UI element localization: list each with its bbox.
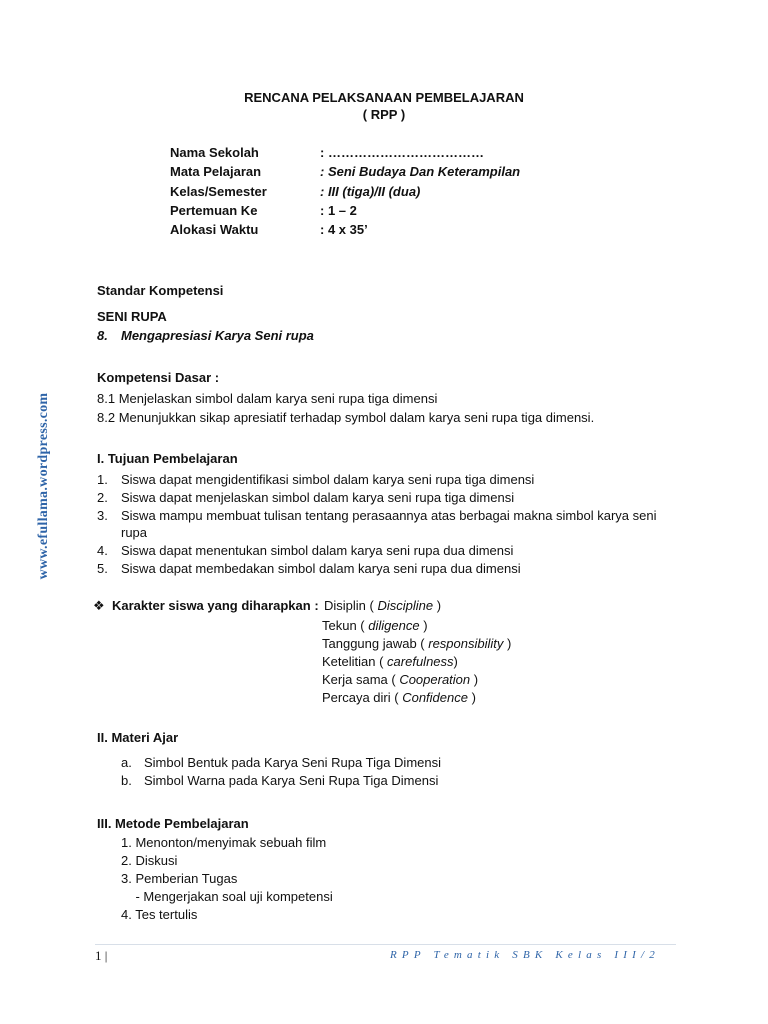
metode-item: - Mengerjakan soal uji kompetensi: [121, 889, 333, 904]
karakter-item-close: ): [503, 636, 512, 651]
karakter-item-term: Cooperation: [399, 672, 471, 687]
karakter-item-name: Tanggung jawab (: [322, 636, 429, 651]
karakter-item: [322, 636, 511, 651]
standar-item-text: Mengapresiasi Karya Seni rupa: [121, 328, 314, 343]
metode-item: 1. Menonton/menyimak sebuah film: [121, 835, 327, 850]
karakter-item-term: Discipline: [377, 598, 434, 613]
metode-item: 4. Tes tertulis: [121, 907, 198, 922]
watermark-url: www.efullama.wordpress.com: [36, 392, 51, 580]
metode-item: 3. Pemberian Tugas: [121, 871, 238, 886]
document-title: RENCANA PELAKSANAAN PEMBELAJARAN: [244, 90, 524, 105]
materi-item-text: Simbol Bentuk pada Karya Seni Rupa Tiga Dimensi: [144, 755, 441, 770]
standar-field: SENI RUPA: [97, 309, 167, 324]
document-subtitle: ( RPP ): [362, 107, 406, 122]
karakter-item-close: ): [467, 690, 476, 705]
standar-heading: Standar Kompetensi: [97, 283, 224, 298]
identity-label-meeting: Pertemuan Ke: [170, 203, 258, 218]
tujuan-item-text: Siswa dapat mengidentifikasi simbol dalam karya seni rupa tiga dimensi: [121, 472, 535, 487]
tujuan-item-text: Siswa dapat menjelaskan simbol dalam karya seni rupa tiga dimensi: [121, 490, 515, 505]
karakter-item-name: Kerja sama (: [322, 672, 400, 687]
tujuan-item-text: Siswa mampu membuat tulisan tentang perasaannya atas berbagai makna simbol karya seni: [121, 508, 657, 523]
identity-label-class: Kelas/Semester: [170, 184, 267, 199]
kompetensi-item: [97, 410, 594, 425]
karakter-bullet-icon: ❖: [93, 598, 105, 613]
identity-value-school: : ………………………………: [320, 145, 484, 160]
footer-divider: [95, 944, 676, 945]
identity-value-meeting: : 1 – 2: [320, 203, 357, 218]
tujuan-item-text: Siswa dapat menentukan simbol dalam karya seni rupa dua dimensi: [121, 543, 514, 558]
identity-value-subject: : Seni Budaya Dan Keterampilan: [320, 164, 521, 179]
tujuan-item-number: 2.: [97, 490, 108, 505]
karakter-item-close: ): [419, 618, 428, 633]
karakter-item-term: carefulness: [387, 654, 454, 669]
karakter-item-close: ): [433, 598, 442, 613]
karakter-item-term: Confidence: [402, 690, 468, 705]
kompetensi-item-number: 8.1: [97, 391, 116, 406]
karakter-item-name: Disiplin (: [324, 598, 378, 613]
tujuan-item-text: Siswa dapat membedakan simbol dalam karya seni rupa dua dimensi: [121, 561, 521, 576]
standar-item-number: 8.: [97, 328, 108, 343]
karakter-item-close: ): [453, 654, 458, 669]
kompetensi-item-text: Menjelaskan simbol dalam karya seni rupa tiga dimensi: [118, 391, 438, 406]
identity-value-time: : 4 x 35’: [320, 222, 368, 237]
metode-heading: III. Metode Pembelajaran: [97, 816, 249, 831]
karakter-item-term: responsibility: [428, 636, 504, 651]
kompetensi-item: [97, 391, 437, 406]
tujuan-item-number: 1.: [97, 472, 108, 487]
karakter-item: [322, 690, 476, 705]
karakter-item: [322, 618, 428, 633]
footer-document-label: RPP Tematik SBK Kelas III/2: [390, 949, 660, 961]
karakter-item-term: diligence: [368, 618, 420, 633]
kompetensi-item-text: Menunjukkan sikap apresiatif terhadap symbol dalam karya seni rupa tiga dimensi.: [118, 410, 595, 425]
kompetensi-heading: Kompetensi Dasar :: [97, 370, 220, 385]
materi-heading: II. Materi Ajar: [97, 730, 179, 745]
tujuan-heading: I. Tujuan Pembelajaran: [97, 451, 238, 466]
identity-label-school: Nama Sekolah: [170, 145, 259, 160]
identity-label-time: Alokasi Waktu: [170, 222, 259, 237]
tujuan-item-number: 5.: [97, 561, 108, 576]
karakter-item-name: Ketelitian (: [322, 654, 388, 669]
tujuan-item-text-continued: rupa: [121, 525, 148, 540]
karakter-item-close: ): [470, 672, 479, 687]
identity-value-class: : III (tiga)/II (dua): [320, 184, 421, 199]
materi-item-text: Simbol Warna pada Karya Seni Rupa Tiga Dimensi: [144, 773, 439, 788]
tujuan-item-number: 3.: [97, 508, 108, 523]
metode-item: 2. Diskusi: [121, 853, 178, 868]
kompetensi-item-number: 8.2: [97, 410, 116, 425]
footer-page-number: 1 |: [95, 948, 108, 963]
karakter-item-name: Tekun (: [322, 618, 369, 633]
tujuan-item-number: 4.: [97, 543, 108, 558]
karakter-item: [322, 654, 458, 669]
karakter-heading: Karakter siswa yang diharapkan :: [112, 598, 319, 613]
materi-item-number: a.: [121, 755, 132, 770]
karakter-item: [324, 598, 441, 613]
karakter-item-name: Percaya diri (: [322, 690, 403, 705]
identity-label-subject: Mata Pelajaran: [170, 164, 262, 179]
materi-item-number: b.: [121, 773, 132, 788]
karakter-item: [322, 672, 478, 687]
